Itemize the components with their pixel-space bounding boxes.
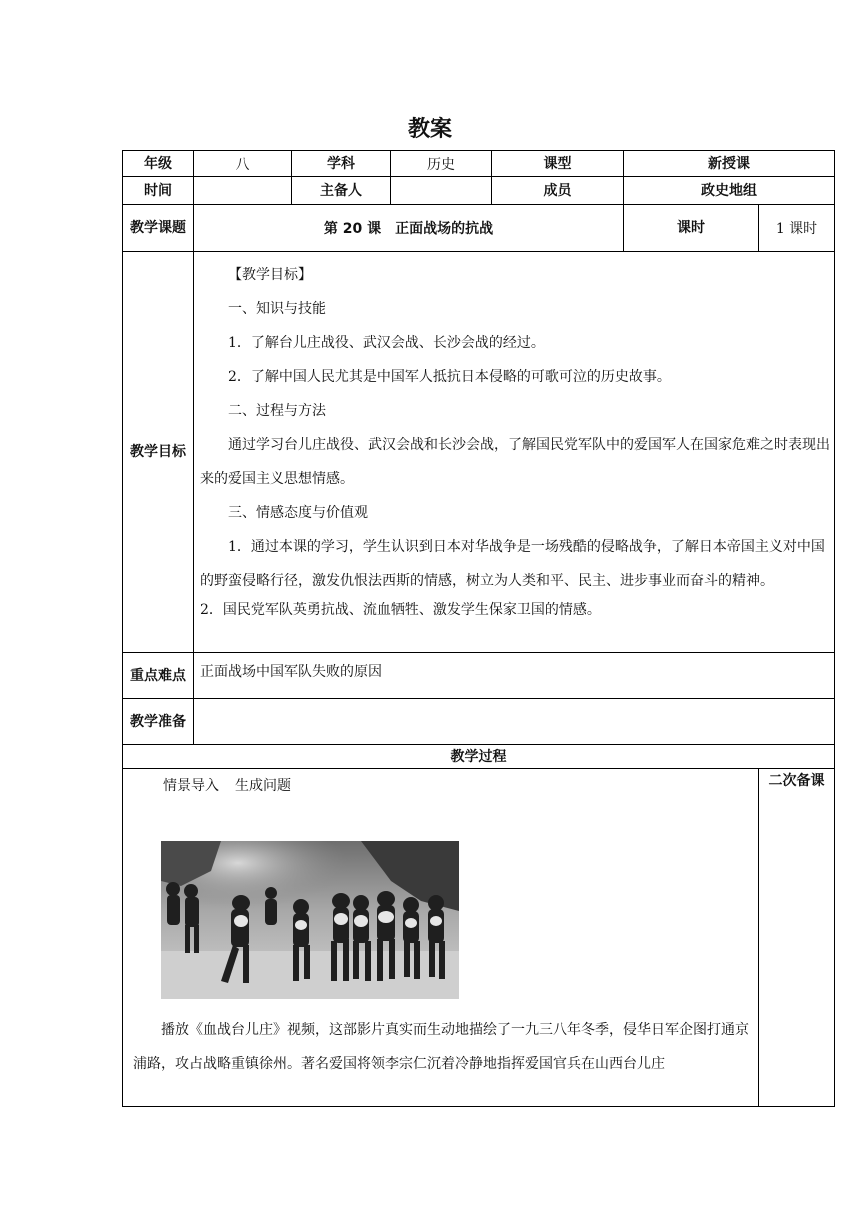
objective-item: 1．通过本课的学习，学生认识到日本对华战争是一场残酷的侵略战争，了解日本帝国主义对中国的野蛮侵略行径，激发仇恨法西斯的情感，树立为人类和平、民主、进步事业而奋斗的精神。 (200, 539, 825, 589)
row-process-header (123, 745, 835, 769)
objectives-heading: 【教学目标】 (228, 267, 312, 283)
lesson-plan-table (122, 150, 835, 1107)
section-process: 二、过程与方法 (228, 403, 326, 419)
members-label: 成员 (492, 177, 624, 205)
process-paragraph: 播放《血战台儿庄》视频，这部影片真实而生动地描绘了一九三八年冬季，侵华日军企图打通京浦路，攻占战略重镇徐州。著名爱国将领李宗仁沉着冷静地指挥爱国官兵在山西台儿庄 (133, 1022, 749, 1072)
members-value: 政史地组 (624, 177, 835, 205)
preparer-value (391, 177, 492, 205)
hours-value: 1 课时 (759, 205, 835, 252)
process-content (123, 769, 759, 1107)
intro-a: 情景导入 (163, 778, 219, 794)
lesson-number: 第 20 课 (323, 221, 382, 237)
process-text: 通过学习台儿庄战役、武汉会战和长沙会战，了解国民党军队中的爱国军人在国家危难之时表现出来的爱国主义思想情感。 (200, 437, 830, 487)
objective-item: 1．了解台儿庄战役、武汉会战、长沙会战的经过。 (228, 335, 545, 351)
grade-label: 年级 (123, 151, 194, 177)
key-points-text: 正面战场中国军队失败的原因 (194, 653, 835, 699)
preparer-label: 主备人 (292, 177, 391, 205)
topic-label: 教学课题 (123, 205, 194, 252)
row-preparation (123, 699, 835, 745)
key-points-label: 重点难点 (123, 653, 194, 699)
type-value: 新授课 (624, 151, 835, 177)
hours-label: 课时 (624, 205, 759, 252)
section-knowledge: 一、知识与技能 (228, 301, 326, 317)
document-title: 教案 (407, 117, 452, 142)
lesson-title (194, 205, 624, 252)
intro-heading (163, 775, 291, 795)
time-value (194, 177, 292, 205)
preparation-text (194, 699, 835, 745)
time-label: 时间 (123, 177, 194, 205)
subject-label: 学科 (292, 151, 391, 177)
second-prep-label: 二次备课 (759, 769, 835, 1107)
row-objectives (123, 252, 835, 653)
row-process (123, 769, 835, 1107)
battle-photo (161, 841, 459, 999)
section-values: 三、情感态度与价值观 (228, 505, 368, 521)
intro-b: 生成问题 (235, 778, 291, 794)
objective-item: 2．国民党军队英勇抗战、流血牺牲、激发学生保家卫国的情感。 (200, 602, 601, 618)
type-label: 课型 (492, 151, 624, 177)
objective-item: 2．了解中国人民尤其是中国军人抵抗日本侵略的可歌可泣的历史故事。 (228, 369, 671, 385)
row-time (123, 177, 835, 205)
row-key-points (123, 653, 835, 699)
lesson-name: 正面战场的抗战 (395, 221, 494, 237)
process-label: 教学过程 (123, 745, 835, 769)
objectives-content (194, 252, 835, 653)
row-grade (123, 151, 835, 177)
objectives-label: 教学目标 (123, 252, 194, 653)
row-topic (123, 205, 835, 252)
subject-value: 历史 (391, 151, 492, 177)
grade-value: 八 (194, 151, 292, 177)
preparation-label: 教学准备 (123, 699, 194, 745)
